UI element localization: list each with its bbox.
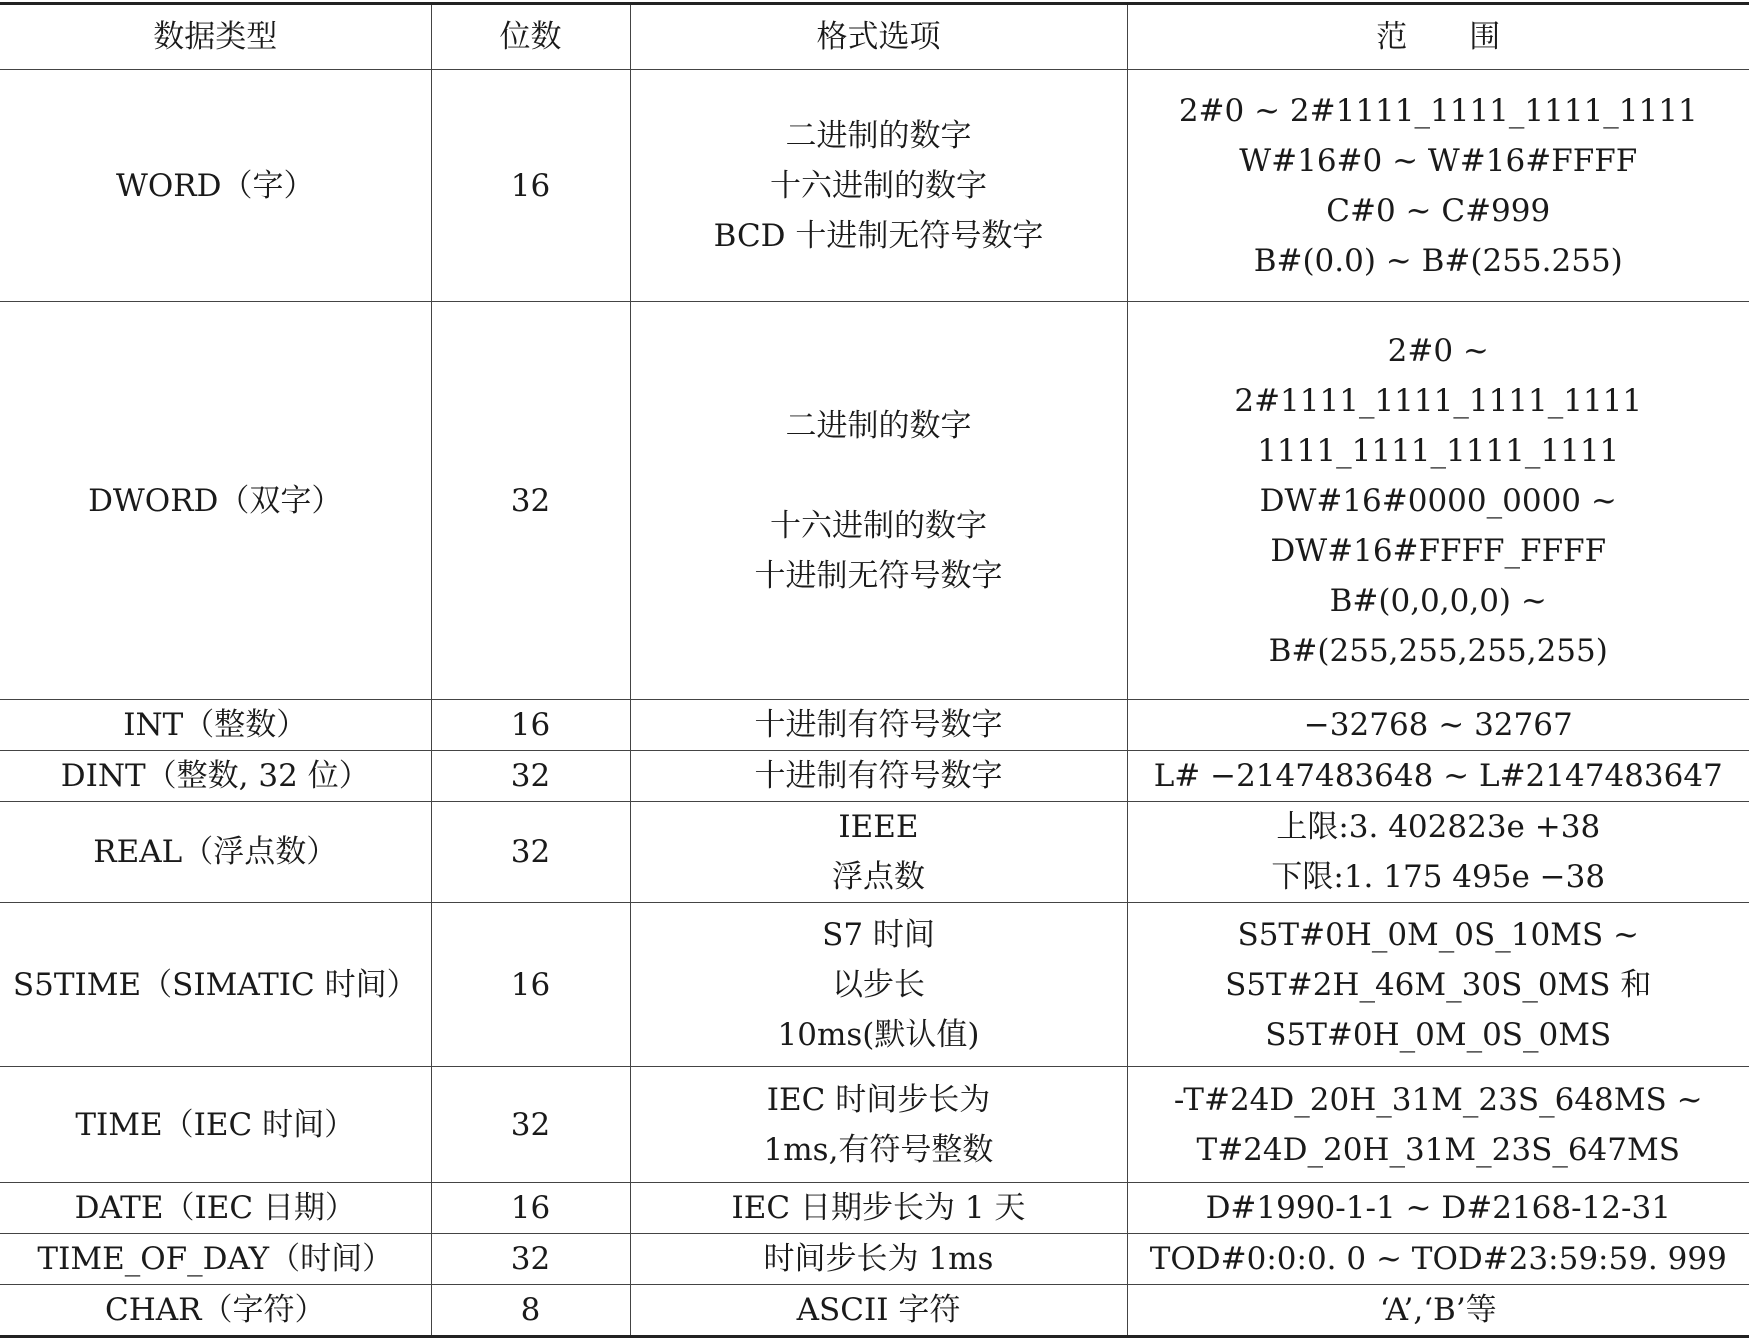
range-line: DW#16#FFFF_FFFF <box>1270 532 1607 569</box>
data-type-table <box>0 2 1749 1338</box>
cell-format-options <box>630 1234 1127 1285</box>
cell-bits: 16 <box>431 700 630 751</box>
cell-bits: 16 <box>431 1183 630 1234</box>
cell-range <box>1127 1183 1749 1234</box>
cell-format-options <box>630 903 1127 1067</box>
range-line: S5T#0H_0M_0S_10MS ~ <box>1237 916 1640 953</box>
cell-bits: 32 <box>431 302 630 700</box>
range-line: 2#0 ~ <box>1387 332 1489 369</box>
format-line: 二进制的数字 <box>785 117 972 154</box>
cell-format-options <box>630 1067 1127 1183</box>
format-line: IEEE <box>838 809 919 845</box>
format-line: 浮点数 <box>832 859 925 895</box>
table-row <box>0 70 1749 302</box>
cell-range <box>1127 1234 1749 1285</box>
cell-format-options <box>630 1183 1127 1234</box>
range-line: −32768 ~ 32767 <box>1303 707 1573 743</box>
table-header-row <box>0 4 1749 70</box>
format-line: 十六进制的数字 <box>770 167 987 204</box>
range-line: C#0 ~ C#999 <box>1326 192 1551 229</box>
cell-range <box>1127 1067 1749 1183</box>
format-line: 十进制有符号数字 <box>754 707 1003 743</box>
table-body <box>0 70 1749 1337</box>
range-line: L# −2147483648 ~ L#2147483647 <box>1153 758 1723 794</box>
range-line: D#1990-1-1 ~ D#2168-12-31 <box>1205 1190 1671 1226</box>
cell-data-type: REAL（浮点数） <box>0 802 431 903</box>
cell-bits: 32 <box>431 751 630 802</box>
range-line: DW#16#0000_0000 ~ <box>1259 482 1617 519</box>
cell-format-options <box>630 70 1127 302</box>
header-data-type: 数据类型 <box>0 4 431 70</box>
cell-bits: 32 <box>431 802 630 903</box>
range-line: B#(0.0) ~ B#(255.255) <box>1253 242 1623 279</box>
format-line: S7 时间 <box>822 916 935 953</box>
format-line: 二进制的数字 <box>785 407 972 444</box>
cell-range <box>1127 700 1749 751</box>
header-bits: 位数 <box>431 4 630 70</box>
range-line: 下限:1. 175 495e −38 <box>1271 859 1606 895</box>
range-line: S5T#2H_46M_30S_0MS 和 <box>1225 966 1652 1003</box>
range-line: 2#1111_1111_1111_1111 <box>1234 382 1643 419</box>
range-line: B#(255,255,255,255) <box>1268 632 1608 669</box>
table-row <box>0 903 1749 1067</box>
range-line: -T#24D_20H_31M_23S_648MS ~ <box>1173 1081 1703 1118</box>
table-row <box>0 802 1749 903</box>
cell-range <box>1127 302 1749 700</box>
format-line: IEC 日期步长为 1 天 <box>731 1190 1026 1226</box>
cell-data-type: CHAR（字符） <box>0 1285 431 1337</box>
table-row <box>0 1067 1749 1183</box>
format-spacer <box>637 451 1121 501</box>
cell-format-options <box>630 700 1127 751</box>
range-line: B#(0,0,0,0) ~ <box>1329 582 1547 619</box>
range-line: 上限:3. 402823e +38 <box>1276 809 1601 845</box>
cell-bits: 16 <box>431 903 630 1067</box>
cell-range <box>1127 903 1749 1067</box>
cell-bits: 8 <box>431 1285 630 1337</box>
format-line: 十进制有符号数字 <box>754 758 1003 794</box>
format-line: 10ms(默认值) <box>777 1016 980 1053</box>
range-line: TOD#0:0:0. 0 ~ TOD#23:59:59. 999 <box>1149 1241 1727 1277</box>
table-row <box>0 751 1749 802</box>
cell-data-type: TIME_OF_DAY（时间） <box>0 1234 431 1285</box>
format-line: 以步长 <box>832 966 925 1003</box>
cell-data-type: TIME（IEC 时间） <box>0 1067 431 1183</box>
table-row <box>0 302 1749 700</box>
cell-data-type: DINT（整数, 32 位） <box>0 751 431 802</box>
format-line: 时间步长为 1ms <box>763 1241 994 1277</box>
format-line: 1ms,有符号整数 <box>763 1131 994 1168</box>
cell-data-type: WORD（字） <box>0 70 431 302</box>
header-range: 范 围 <box>1127 4 1749 70</box>
format-line: 十六进制的数字 <box>770 507 987 544</box>
cell-bits: 16 <box>431 70 630 302</box>
range-line: ‘A’,‘B’等 <box>1379 1292 1497 1328</box>
table-row <box>0 700 1749 751</box>
cell-range <box>1127 802 1749 903</box>
cell-format-options <box>630 302 1127 700</box>
cell-data-type: DWORD（双字） <box>0 302 431 700</box>
range-line: W#16#0 ~ W#16#FFFF <box>1239 142 1638 179</box>
format-line: BCD 十进制无符号数字 <box>713 217 1044 254</box>
cell-format-options <box>630 802 1127 903</box>
range-line: T#24D_20H_31M_23S_647MS <box>1196 1131 1680 1168</box>
range-line: S5T#0H_0M_0S_0MS <box>1265 1016 1612 1053</box>
cell-bits: 32 <box>431 1067 630 1183</box>
cell-format-options <box>630 751 1127 802</box>
cell-range <box>1127 751 1749 802</box>
header-format-options: 格式选项 <box>630 4 1127 70</box>
format-line: ASCII 字符 <box>796 1292 961 1328</box>
table-row <box>0 1183 1749 1234</box>
format-line: 十进制无符号数字 <box>754 557 1003 594</box>
range-line: 1111_1111_1111_1111 <box>1257 432 1620 469</box>
cell-bits: 32 <box>431 1234 630 1285</box>
format-line: IEC 时间步长为 <box>766 1081 991 1118</box>
table-row <box>0 1234 1749 1285</box>
cell-data-type: INT（整数） <box>0 700 431 751</box>
table-row <box>0 1285 1749 1337</box>
cell-format-options <box>630 1285 1127 1337</box>
cell-data-type: S5TIME（SIMATIC 时间） <box>0 903 431 1067</box>
cell-range <box>1127 1285 1749 1337</box>
range-line: 2#0 ~ 2#1111_1111_1111_1111 <box>1178 92 1698 129</box>
cell-range <box>1127 70 1749 302</box>
cell-data-type: DATE（IEC 日期） <box>0 1183 431 1234</box>
